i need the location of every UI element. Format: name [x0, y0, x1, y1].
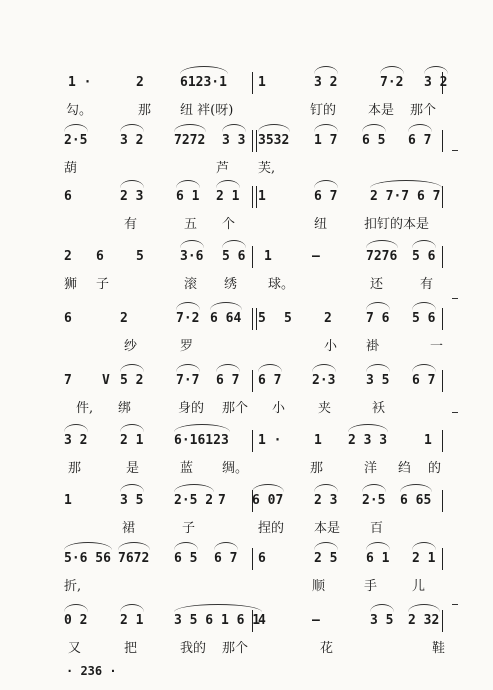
lyric-text: 捏的: [258, 521, 285, 536]
note-group: 5 2: [120, 373, 144, 388]
note-group: 2 1: [412, 551, 436, 566]
lyric-text: 小: [272, 401, 286, 416]
slur-mark: [314, 484, 338, 492]
notation-row: [62, 370, 444, 392]
lyric-text: 顺: [312, 579, 326, 594]
note-group: 6 7: [412, 373, 436, 388]
slur-mark: [174, 124, 206, 132]
note-group: 1: [258, 189, 266, 204]
note-group: 3 3: [222, 133, 246, 148]
lyric-text: 儿: [412, 579, 426, 594]
slur-mark: [176, 180, 200, 188]
note-group: 0 2: [64, 613, 88, 628]
note-group: 6 7: [216, 373, 240, 388]
end-bar-line: [442, 308, 443, 330]
end-bar-line: [442, 610, 443, 632]
note-group: 2 1: [120, 433, 144, 448]
lyric-text: 纱: [124, 339, 138, 354]
note-group: 6: [96, 249, 104, 264]
slur-mark: [120, 484, 144, 492]
note-group: V: [102, 373, 110, 388]
slur-mark: [412, 240, 436, 248]
slur-mark: [118, 542, 150, 550]
note-group: 7·7: [176, 373, 200, 388]
note-group: 3 2: [120, 133, 144, 148]
lyric-row: [62, 158, 444, 180]
notation-row: [62, 610, 444, 632]
lyric-text: 件,: [76, 401, 94, 416]
note-group: 3 2: [424, 75, 448, 90]
note-group: —: [312, 249, 320, 264]
note-group: 3 2: [64, 433, 88, 448]
note-group: 6 64: [210, 311, 242, 326]
note-group: 6: [258, 551, 266, 566]
lyric-text: 夹: [318, 401, 332, 416]
note-group: 7272: [174, 133, 206, 148]
end-bar-line: [442, 490, 443, 512]
note-group: 6: [64, 189, 72, 204]
slur-mark: [180, 240, 204, 248]
lyric-text: 有: [124, 217, 138, 232]
slur-mark: [214, 542, 238, 550]
note-group: 1: [258, 75, 266, 90]
slur-mark: [64, 604, 88, 612]
slur-mark: [176, 302, 200, 310]
slur-mark: [120, 604, 144, 612]
notation-row: [62, 430, 444, 452]
slur-mark: [408, 124, 432, 132]
lyric-text: 手: [364, 579, 378, 594]
slur-mark: [366, 542, 390, 550]
lyric-row: [62, 458, 444, 480]
slur-mark: [412, 542, 436, 550]
note-group: 5: [284, 311, 292, 326]
bar-line: [252, 186, 257, 208]
note-group: 2 5: [314, 551, 338, 566]
notation-row: [62, 130, 444, 152]
note-group: 7 6: [366, 311, 390, 326]
note-group: 2: [324, 311, 332, 326]
note-group: 6 7: [214, 551, 238, 566]
note-group: 5 6: [412, 249, 436, 264]
notation-row: [62, 246, 444, 268]
slur-mark: [370, 180, 442, 188]
slur-mark: [366, 364, 390, 372]
lyric-text: 芙,: [258, 161, 276, 176]
slur-mark: [176, 364, 200, 372]
score-system: [62, 424, 444, 492]
lyric-text: 滚: [184, 277, 198, 292]
slur-mark: [174, 484, 214, 492]
note-group: 5·6 56: [64, 551, 111, 566]
lyric-text: 绑: [118, 401, 132, 416]
lyric-text: 狮: [64, 277, 78, 292]
lyric-text: 钉的: [310, 103, 337, 118]
slur-mark: [222, 240, 246, 248]
lyric-text: 那: [138, 103, 152, 118]
lyric-text: 绸。: [222, 461, 249, 476]
note-group: 3 5: [370, 613, 394, 628]
lyric-text: 那个: [222, 641, 249, 656]
note-group: 2 3: [314, 493, 338, 508]
end-bar-line: [442, 186, 443, 208]
slur-mark: [380, 66, 404, 74]
lyric-text: 那: [310, 461, 324, 476]
lyric-text: 绣: [224, 277, 238, 292]
bar-line: [252, 72, 253, 94]
bar-line: [252, 308, 257, 330]
lyric-text: 褂: [366, 339, 380, 354]
slur-mark: [64, 542, 112, 550]
note-group: 6 7: [408, 133, 432, 148]
note-group: 1 7: [314, 133, 338, 148]
score-system: [62, 604, 444, 672]
slur-mark: [312, 364, 336, 372]
note-group: 5: [136, 249, 144, 264]
slur-mark: [314, 180, 338, 188]
bar-line: [252, 548, 253, 570]
slur-mark: [370, 604, 394, 612]
note-group: 2·5: [64, 133, 88, 148]
note-group: 1 ·: [68, 75, 92, 90]
lyric-text: 袄: [372, 401, 386, 416]
note-group: 6 5: [362, 133, 386, 148]
lyric-text: 勾。: [66, 103, 93, 118]
score-system: [62, 542, 444, 610]
note-group: 2 1: [216, 189, 240, 204]
note-group: 6 65: [400, 493, 432, 508]
note-group: 5 6: [222, 249, 246, 264]
note-group: 1: [314, 433, 322, 448]
score-system: [62, 240, 444, 308]
slur-mark: [210, 302, 242, 310]
lyric-text: 芦: [216, 161, 230, 176]
lyric-text: 绉: [398, 461, 412, 476]
note-group: 2·5 2: [174, 493, 214, 508]
note-group: 3·6: [180, 249, 204, 264]
end-bar-line: [442, 430, 443, 452]
lyric-text: 葫: [64, 161, 78, 176]
slur-mark: [314, 66, 338, 74]
lyric-row: [62, 274, 444, 296]
lyric-text: 纽: [314, 217, 328, 232]
margin-tick: [452, 604, 458, 605]
note-group: 2: [136, 75, 144, 90]
note-group: 1: [424, 433, 432, 448]
slur-mark: [252, 484, 284, 492]
note-group: 2: [64, 249, 72, 264]
note-group: 4: [258, 613, 266, 628]
note-group: 7672: [118, 551, 150, 566]
slur-mark: [120, 364, 144, 372]
lyric-row: [62, 576, 444, 598]
note-group: 2 1: [120, 613, 144, 628]
note-group: 7·2: [380, 75, 404, 90]
slur-mark: [120, 424, 144, 432]
lyric-text: 把: [124, 641, 138, 656]
end-bar-line: [442, 130, 443, 152]
lyric-text: 洋: [364, 461, 378, 476]
note-group: 2: [120, 311, 128, 326]
slur-mark: [180, 66, 228, 74]
slur-mark: [314, 542, 338, 550]
slur-mark: [174, 424, 230, 432]
lyric-text: 还: [370, 277, 384, 292]
bar-line: [252, 246, 253, 268]
slur-mark: [258, 364, 282, 372]
score-system: [62, 364, 444, 432]
note-group: 2 3 3: [348, 433, 388, 448]
note-group: 1: [264, 249, 272, 264]
lyric-text: 子: [182, 521, 196, 536]
bar-line: [252, 130, 257, 152]
lyric-row: [62, 398, 444, 420]
lyric-row: [62, 638, 444, 660]
note-group: 7: [218, 493, 226, 508]
lyric-text: 本是: [368, 103, 395, 118]
lyric-text: 花: [320, 641, 334, 656]
note-group: 6 1: [366, 551, 390, 566]
slur-mark: [348, 424, 388, 432]
lyric-text: 小: [324, 339, 338, 354]
note-group: 7·2: [176, 311, 200, 326]
lyric-text: 那: [68, 461, 82, 476]
lyric-text: 裙: [122, 521, 136, 536]
lyric-text: 又: [68, 641, 82, 656]
slur-mark: [408, 604, 440, 612]
note-group: 1: [64, 493, 72, 508]
slur-mark: [120, 180, 144, 188]
lyric-text: 纽 袢(呀): [180, 103, 234, 118]
note-group: 2·5: [362, 493, 386, 508]
note-group: 3 5: [366, 373, 390, 388]
lyric-text: 本是: [314, 521, 341, 536]
slur-mark: [362, 484, 386, 492]
lyric-text: 鞋: [432, 641, 446, 656]
notation-row: [62, 72, 448, 94]
score-system: [62, 302, 444, 370]
lyric-row: [62, 214, 444, 236]
note-group: 6·16123: [174, 433, 229, 448]
lyric-text: 一: [430, 339, 444, 354]
bar-line: [252, 370, 253, 392]
lyric-row: [62, 336, 444, 358]
slur-mark: [64, 424, 88, 432]
note-group: 6 5: [174, 551, 198, 566]
note-group: 3 5 6 1 6 1: [174, 613, 261, 628]
note-group: 6 7: [258, 373, 282, 388]
margin-tick: [452, 298, 458, 299]
slur-mark: [64, 124, 88, 132]
lyric-text: 个: [222, 217, 236, 232]
lyric-text: 是: [126, 461, 140, 476]
note-group: 5 6: [412, 311, 436, 326]
margin-tick: [452, 412, 458, 413]
slur-mark: [400, 484, 432, 492]
slur-mark: [216, 364, 240, 372]
lyric-text: 罗: [180, 339, 194, 354]
margin-tick: [452, 150, 458, 151]
slur-mark: [412, 364, 436, 372]
slur-mark: [314, 124, 338, 132]
lyric-text: 那个: [222, 401, 249, 416]
lyric-text: 蓝: [180, 461, 194, 476]
notation-row: [62, 308, 444, 330]
lyric-text: 身的: [178, 401, 205, 416]
note-group: 6 1: [176, 189, 200, 204]
lyric-text: 有: [420, 277, 434, 292]
note-group: —: [312, 613, 320, 628]
notation-row: [62, 186, 444, 208]
note-group: 6123·1: [180, 75, 227, 90]
notation-row: [62, 548, 444, 570]
note-group: 5: [258, 311, 266, 326]
slur-mark: [222, 124, 246, 132]
notation-row: [62, 490, 444, 512]
lyric-text: 五: [184, 217, 198, 232]
note-group: 7276: [366, 249, 398, 264]
slur-mark: [174, 604, 262, 612]
lyric-text: 折,: [64, 579, 82, 594]
end-bar-line: [442, 246, 443, 268]
note-group: 2·3: [312, 373, 336, 388]
end-bar-line: [442, 548, 443, 570]
note-group: 2 32: [408, 613, 440, 628]
note-group: 3 2: [314, 75, 338, 90]
slur-mark: [258, 124, 290, 132]
note-group: 2 7·7 6 7: [370, 189, 441, 204]
lyric-text: 的: [428, 461, 442, 476]
note-group: 6 07: [252, 493, 284, 508]
lyric-text: 我的: [180, 641, 207, 656]
lyric-text: 扣钉的本是: [364, 217, 430, 232]
note-group: 1 ·: [258, 433, 282, 448]
lyric-text: 百: [370, 521, 384, 536]
lyric-text: 球。: [268, 277, 295, 292]
slur-mark: [424, 66, 448, 74]
slur-mark: [366, 302, 390, 310]
note-group: 6: [64, 311, 72, 326]
note-group: 6 7: [314, 189, 338, 204]
slur-mark: [362, 124, 386, 132]
slur-mark: [366, 240, 398, 248]
note-group: 3532: [258, 133, 290, 148]
lyric-text: 那个: [410, 103, 437, 118]
slur-mark: [412, 302, 436, 310]
lyric-row: [62, 518, 444, 540]
lyric-row: [62, 100, 444, 122]
note-group: 7: [64, 373, 72, 388]
end-bar-line: [442, 370, 443, 392]
note-group: 3 5: [120, 493, 144, 508]
slur-mark: [174, 542, 198, 550]
slur-mark: [120, 124, 144, 132]
slur-mark: [216, 180, 240, 188]
bar-line: [252, 430, 253, 452]
score-system: [62, 180, 444, 248]
lyric-text: 子: [96, 277, 110, 292]
note-group: 2 3: [120, 189, 144, 204]
page-number: · 236 ·: [66, 664, 117, 678]
